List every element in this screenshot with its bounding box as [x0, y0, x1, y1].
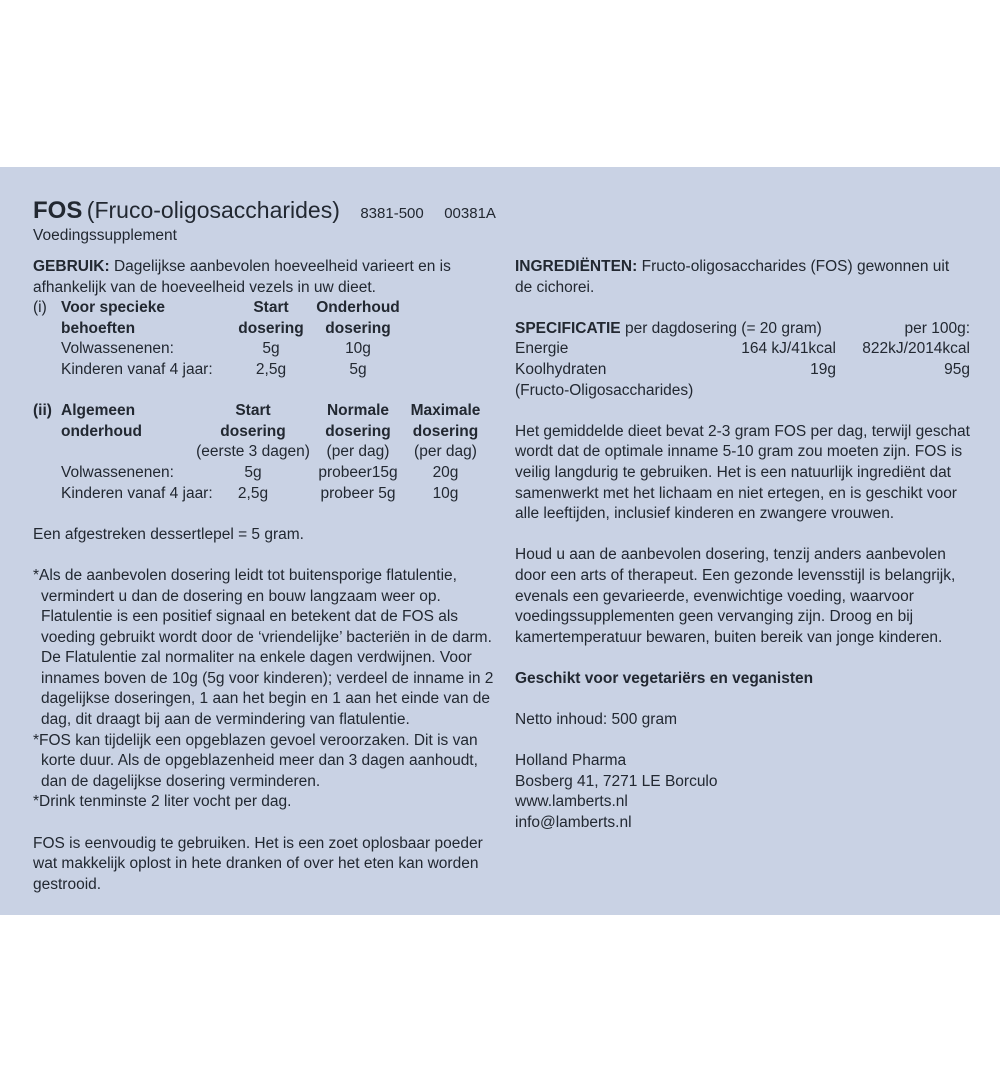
product-code-2: 00381A	[444, 205, 496, 222]
table2-h-norm3: (per dag)	[326, 443, 390, 461]
spec-name: Koolhydraten	[515, 360, 607, 378]
ingredients-body: Fructo-oligosaccharides (FOS) gewonnen uit de cichorei.	[515, 258, 950, 296]
table1-h-maint1: Onderhoud	[316, 299, 400, 317]
label-panel	[0, 167, 1000, 915]
vegan-note: Geschikt voor vegetariërs en veganisten	[515, 669, 814, 687]
row-label: Volwassenenen:	[61, 340, 174, 358]
spec-per-100: per 100g:	[904, 319, 970, 337]
table1-header-row2	[33, 319, 498, 340]
ingredients-label: INGREDIËNTEN:	[515, 258, 638, 275]
subtitle: Voedingssupplement	[33, 227, 177, 244]
table-row	[515, 360, 970, 381]
usage-body: Dagelijkse aanbevolen hoeveelheid varieert en is afhankelijk van de hoeveelheid vezels in uw dieet.	[33, 258, 451, 296]
usage-label: GEBRUIK:	[33, 258, 110, 275]
title-bold: FOS	[33, 197, 83, 224]
row-maint: 5g	[349, 360, 367, 378]
row-label: Kinderen vanaf 4 jaar:	[61, 360, 213, 378]
table-specific-needs	[33, 298, 498, 380]
row-max: 10g	[432, 484, 459, 502]
table1-index: (i)	[33, 299, 47, 317]
spec-note: (Fructo-Oligosaccharides)	[515, 381, 694, 399]
table1-h-start1: Start	[253, 299, 289, 317]
product-title	[33, 197, 496, 227]
table-row	[33, 360, 498, 381]
company-web: www.lamberts.nl	[515, 793, 628, 811]
spec-per-dose: per dagdosering (= 20 gram)	[624, 319, 822, 337]
table2-h-start3: (eerste 3 dagen)	[196, 443, 310, 461]
table2-h-max2: dosering	[412, 422, 479, 440]
table2-h-start2: dosering	[220, 422, 286, 440]
row-max: 20g	[432, 463, 459, 481]
company-email: info@lamberts.nl	[515, 814, 632, 832]
spec-label: SPECIFICATIE	[515, 319, 621, 337]
note-drink: *Drink tenminste 2 liter vocht per dag.	[33, 793, 292, 811]
row-start: 2,5g	[237, 484, 269, 502]
table2-header-row3	[33, 442, 498, 463]
row-label: Kinderen vanaf 4 jaar:	[61, 484, 213, 502]
product-code-1: 8381-500	[360, 205, 424, 222]
table1-title1: Voor specieke	[61, 299, 165, 317]
table2-index: (ii)	[33, 402, 52, 420]
note-bloating: *FOS kan tijdelijk een opgeblazen gevoel veroorzaken. Dit is van korte duur. Als de opgeblazenheid meer dan 3 dagen aanhoudt, dan de dagelijkse dosering verminderen.	[33, 731, 478, 790]
company-name: Holland Pharma	[515, 752, 627, 770]
note-flatulence: *Als de aanbevolen dosering leidt tot buitensporige flatulentie, vermindert u dan de dosering en bouw langzaam weer op. Flatulentie is een positief signaal en betekent dat de FOS als voeding gebruikt wordt door de ‘vriendelijke’ bacteriën in de darm. De Flatulentie zal normaliter na enkele dagen verdwijnen. Voor innames boven de 10g (5g voor kinderen); verdeel de inname in 2 dagelijkse doseringen, 1 aan het begin en 1 aan het einde van de dag, dit draagt bij aan de vermindering van flatulentie.	[33, 566, 494, 729]
table2-h-norm1: Normale	[326, 402, 390, 420]
specification-table	[515, 319, 970, 401]
table2-h-norm2: dosering	[325, 422, 391, 440]
row-norm: probeer15g	[318, 463, 398, 481]
spec-dose: 164 kJ/41kcal	[741, 340, 836, 358]
header	[33, 197, 496, 246]
row-label: Volwassenenen:	[61, 463, 174, 481]
table2-title2: onderhoud	[61, 422, 142, 440]
company-address: Bosberg 41, 7271 LE Borculo	[515, 772, 718, 790]
para-advice: Houd u aan de aanbevolen dosering, tenzij anders aanbevolen door een arts of therapeut. Een gezonde levensstijl is belangrijk, evenals een gevarieerde, evenwichtige voeding, waarvoor voedingssupplementen geen vervanging zijn. Droog en bij kamertemperatuur bewaren, buiten bereik van jonge kinderen.	[515, 546, 956, 646]
table1-h-maint2: dosering	[325, 319, 391, 337]
table-row	[33, 463, 498, 484]
table2-h-max3: (per dag)	[414, 443, 477, 461]
table-general-maintenance	[33, 401, 498, 504]
table2-title1: Algemeen	[61, 402, 136, 420]
left-column	[33, 257, 498, 895]
table-row	[33, 339, 498, 360]
spec-name: Energie	[515, 340, 569, 358]
row-start: 5g	[244, 463, 262, 481]
right-column	[515, 257, 970, 834]
spec-note-row	[515, 381, 970, 402]
usage-easy: FOS is eenvoudig te gebruiken. Het is een zoet oplosbaar poeder wat makkelijk oplost in hete dranken of over het eten kan worden gestrooid.	[33, 834, 483, 893]
table2-header-row1	[33, 401, 498, 422]
table1-header-row1	[33, 298, 498, 319]
table-row	[33, 484, 498, 505]
spoon-note: Een afgestreken dessertlepel = 5 gram.	[33, 525, 304, 543]
net-content: Netto inhoud: 500 gram	[515, 711, 677, 729]
usage-text	[33, 257, 498, 298]
row-maint: 10g	[345, 340, 371, 358]
spec-per100: 822kJ/2014kcal	[862, 340, 970, 358]
title-rest: (Fruco-oligosaccharides)	[86, 197, 340, 223]
table1-title2: behoeften	[61, 319, 136, 337]
para-intake: Het gemiddelde dieet bevat 2-3 gram FOS per dag, terwijl geschat wordt dat de optimale inname 5-10 gram zou moeten zijn. FOS is veilig langdurig te gebruiken. Het is een natuurlijk ingrediënt dat samenwerkt met het lichaam en niet ertegen, en is geschikt voor alle leeftijden, inclusief kinderen en zwangere vrouwen.	[515, 422, 970, 523]
table1-h-start2: dosering	[238, 319, 304, 337]
spec-dose: 19g	[810, 360, 836, 378]
table-row	[515, 339, 970, 360]
ingredients-text	[515, 257, 970, 298]
row-start: 5g	[262, 340, 280, 358]
table2-h-max1: Maximale	[410, 402, 481, 420]
table2-h-start1: Start	[235, 402, 271, 420]
row-norm: probeer 5g	[320, 484, 396, 502]
spec-header	[515, 319, 970, 340]
spec-per100: 95g	[944, 360, 970, 378]
row-start: 2,5g	[255, 360, 287, 378]
table2-header-row2	[33, 422, 498, 443]
